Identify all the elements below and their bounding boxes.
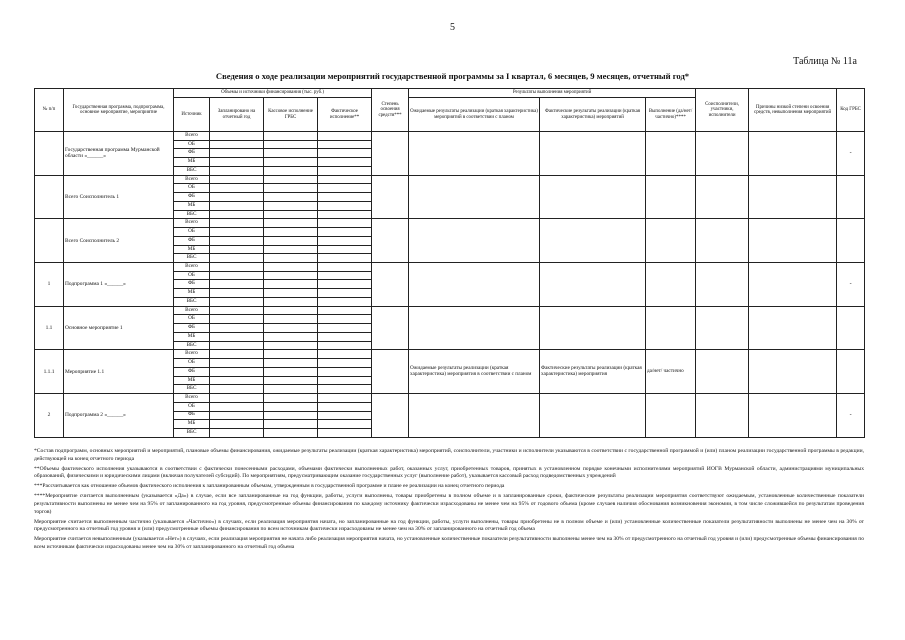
source-label: ОБ — [174, 402, 210, 411]
coexecutors-cell — [696, 132, 749, 176]
table-number: Таблица № 11а — [793, 56, 857, 67]
source-label: ФБ — [174, 367, 210, 376]
table-row — [35, 394, 865, 403]
actual-cell — [318, 359, 372, 368]
actual-cell — [318, 132, 372, 141]
expected-results-cell — [409, 175, 540, 219]
row-number — [35, 132, 64, 176]
source-label: ФБ — [174, 236, 210, 245]
execution-cell — [646, 175, 696, 219]
planned-cell — [210, 263, 264, 272]
source-label: ОБ — [174, 140, 210, 149]
actual-results-cell — [540, 219, 646, 263]
expected-results-cell — [409, 219, 540, 263]
actual-results-cell — [540, 306, 646, 350]
source-label: ФБ — [174, 149, 210, 158]
planned-cell — [210, 228, 264, 237]
cash-cell — [264, 201, 318, 210]
source-label: ОБ — [174, 271, 210, 280]
header-grbs-code: Код ГРБС — [837, 89, 865, 132]
planned-cell — [210, 411, 264, 420]
actual-cell — [318, 350, 372, 359]
grbs-code-cell — [837, 306, 865, 350]
actual-cell — [318, 411, 372, 420]
actual-cell — [318, 263, 372, 272]
planned-cell — [210, 428, 264, 437]
actual-cell — [318, 184, 372, 193]
cash-cell — [264, 376, 318, 385]
grbs-code-cell: - — [837, 263, 865, 307]
actual-cell — [318, 306, 372, 315]
planned-cell — [210, 297, 264, 306]
reasons-cell — [749, 306, 837, 350]
expected-results-cell — [409, 306, 540, 350]
source-label: Всего — [174, 306, 210, 315]
planned-cell — [210, 254, 264, 263]
actual-cell — [318, 149, 372, 158]
cash-cell — [264, 219, 318, 228]
row-name: Всего Соисполнитель 2 — [64, 219, 174, 263]
source-label: ОБ — [174, 359, 210, 368]
source-label: Всего — [174, 132, 210, 141]
footnote: **Объемы фактического исполнения указываются в соответствии с фактически понесенными расходами, объемами фактически выполненных работ, оказанных услуг, приобретенных товаров, принятых в установленном порядке конечными исполнителями мероприятий ИОГВ Мурманской области, администрациями муниципальных образований, физическими и юридическими лицами (включая получателей субсидий). По мероприятиям, предусматривающим оказание государственных услуг (выполнение работ), указывается кассовый расход подведомственных учреждений — [34, 465, 864, 480]
source-label: ОБ — [174, 228, 210, 237]
source-label: ФБ — [174, 411, 210, 420]
cash-cell — [264, 411, 318, 420]
planned-cell — [210, 420, 264, 429]
planned-cell — [210, 219, 264, 228]
page-number: 5 — [450, 22, 455, 33]
source-label: МБ — [174, 420, 210, 429]
degree-cell — [372, 132, 409, 176]
header-cash: Кассовое исполнение ГРБС — [264, 98, 318, 132]
cash-cell — [264, 428, 318, 437]
source-label: Всего — [174, 175, 210, 184]
header-source: Источник — [174, 98, 210, 132]
source-label: МБ — [174, 376, 210, 385]
source-label: ВБС — [174, 210, 210, 219]
row-number — [35, 219, 64, 263]
cash-cell — [264, 324, 318, 333]
actual-cell — [318, 420, 372, 429]
grbs-code-cell — [837, 350, 865, 394]
actual-cell — [318, 175, 372, 184]
source-label: ФБ — [174, 193, 210, 202]
actual-cell — [318, 228, 372, 237]
cash-cell — [264, 132, 318, 141]
cash-cell — [264, 420, 318, 429]
cash-cell — [264, 140, 318, 149]
row-number: 1 — [35, 263, 64, 307]
source-label: МБ — [174, 245, 210, 254]
cash-cell — [264, 402, 318, 411]
row-name: Государственная программа Мурманской области «______» — [64, 132, 174, 176]
degree-cell — [372, 306, 409, 350]
footnote: Мероприятие считается невыполненным (указывается «Нет») в случаях, если реализация мероприятия не начата либо реализация мероприятия начата, но установленные количественные показатели результативности выполнены менее чем на 30% от предусмотренного на отчетный год уровня и (или) предусмотренные объемы финансирования по всем источникам фактически израсходованы менее чем на 30% от запланированного на отчетный год объема — [34, 536, 864, 551]
actual-cell — [318, 332, 372, 341]
header-execution: Выполнение (да/нет/частично)**** — [646, 98, 696, 132]
actual-cell — [318, 367, 372, 376]
grbs-code-cell: - — [837, 394, 865, 438]
planned-cell — [210, 341, 264, 350]
source-label: Всего — [174, 350, 210, 359]
execution-cell — [646, 263, 696, 307]
source-label: Всего — [174, 394, 210, 403]
source-label: ФБ — [174, 280, 210, 289]
cash-cell — [264, 228, 318, 237]
row-name: Подпрограмма 1 «______» — [64, 263, 174, 307]
cash-cell — [264, 341, 318, 350]
actual-cell — [318, 289, 372, 298]
row-number: 2 — [35, 394, 64, 438]
source-label: Всего — [174, 263, 210, 272]
degree-cell — [372, 394, 409, 438]
header-actual: Фактическое исполнение** — [318, 98, 372, 132]
execution-cell — [646, 394, 696, 438]
actual-cell — [318, 280, 372, 289]
execution-cell: да/нет/ частично — [646, 350, 696, 394]
table-row — [35, 175, 865, 184]
expected-results-cell — [409, 263, 540, 307]
actual-cell — [318, 193, 372, 202]
planned-cell — [210, 315, 264, 324]
planned-cell — [210, 332, 264, 341]
header-degree: Степень освоения средств*** — [372, 89, 409, 132]
source-label: ВБС — [174, 385, 210, 394]
row-name: Всего Соисполнитель 1 — [64, 175, 174, 219]
planned-cell — [210, 306, 264, 315]
execution-cell — [646, 219, 696, 263]
row-name: Мероприятие 1.1 — [64, 350, 174, 394]
source-label: ОБ — [174, 184, 210, 193]
cash-cell — [264, 306, 318, 315]
coexecutors-cell — [696, 394, 749, 438]
actual-cell — [318, 315, 372, 324]
source-label: ФБ — [174, 324, 210, 333]
cash-cell — [264, 350, 318, 359]
cash-cell — [264, 184, 318, 193]
cash-cell — [264, 166, 318, 175]
actual-cell — [318, 402, 372, 411]
planned-cell — [210, 236, 264, 245]
cash-cell — [264, 280, 318, 289]
cash-cell — [264, 297, 318, 306]
actual-cell — [318, 236, 372, 245]
planned-cell — [210, 149, 264, 158]
cash-cell — [264, 359, 318, 368]
execution-cell — [646, 132, 696, 176]
degree-cell — [372, 219, 409, 263]
actual-cell — [318, 140, 372, 149]
planned-cell — [210, 359, 264, 368]
cash-cell — [264, 193, 318, 202]
expected-results-cell — [409, 132, 540, 176]
cash-cell — [264, 271, 318, 280]
expected-results-cell — [409, 394, 540, 438]
planned-cell — [210, 376, 264, 385]
reasons-cell — [749, 219, 837, 263]
header-num: № п/п — [35, 89, 64, 132]
actual-cell — [318, 341, 372, 350]
header-planned: Запланировано на отчетный год — [210, 98, 264, 132]
planned-cell — [210, 402, 264, 411]
table-row — [35, 263, 865, 272]
actual-cell — [318, 271, 372, 280]
header-expected: Ожидаемые результаты реализации (краткая характеристика) мероприятий в соответствии с планом — [409, 98, 540, 132]
expected-results-cell: Ожидаемые результаты реализации (краткая характеристика) мероприятия в соответствии с планом — [409, 350, 540, 394]
source-label: ВБС — [174, 341, 210, 350]
footnote: ****Мероприятие считается выполненным (указывается «Да») в случае, если все запланированные на год функции, работы, услуги выполнены, товары приобретены в полном объеме и в запланированные сроки, фактические результаты реализации мероприятия соответствуют ожидаемым, установленные количественные показатели результативности выполнены не менее чем на 95% от запланированного на год уровня, предусмотренные объемы финансирования по каждому источнику фактически израсходованы не менее чем на 95% от годового объема (кроме случаев наличия обоснования возникновения экономии, в том числе сложившейся по результатам проведения торгов) — [34, 493, 864, 515]
planned-cell — [210, 245, 264, 254]
planned-cell — [210, 271, 264, 280]
table-row — [35, 219, 865, 228]
actual-cell — [318, 254, 372, 263]
source-label: ВБС — [174, 166, 210, 175]
actual-cell — [318, 394, 372, 403]
cash-cell — [264, 332, 318, 341]
actual-cell — [318, 324, 372, 333]
actual-cell — [318, 376, 372, 385]
cash-cell — [264, 394, 318, 403]
actual-results-cell: Фактические результаты реализации (краткая характеристика) мероприятия — [540, 350, 646, 394]
reasons-cell — [749, 263, 837, 307]
actual-cell — [318, 166, 372, 175]
actual-results-cell — [540, 263, 646, 307]
actual-results-cell — [540, 175, 646, 219]
row-name: Основное мероприятие 1 — [64, 306, 174, 350]
cash-cell — [264, 149, 318, 158]
footnote: *Состав подпрограмм, основных мероприятий и мероприятий, плановые объемы финансирования, ожидаемые результаты реализации (краткая характеристика) мероприятий, соисполнители, участники и исполнители указываются в соответствии с государственной программой и (или) планом реализации государственной программы в редакции, действующей на конец отчетного периода — [34, 448, 864, 462]
row-number: 1.1 — [35, 306, 64, 350]
source-label: МБ — [174, 332, 210, 341]
planned-cell — [210, 385, 264, 394]
reasons-cell — [749, 350, 837, 394]
coexecutors-cell — [696, 175, 749, 219]
actual-cell — [318, 158, 372, 167]
planned-cell — [210, 289, 264, 298]
reasons-cell — [749, 132, 837, 176]
planned-cell — [210, 394, 264, 403]
planned-cell — [210, 201, 264, 210]
source-label: МБ — [174, 201, 210, 210]
degree-cell — [372, 175, 409, 219]
source-label: МБ — [174, 158, 210, 167]
header-financing: Объемы и источники финансирования (тыс. руб.) — [174, 89, 372, 98]
cash-cell — [264, 263, 318, 272]
coexecutors-cell — [696, 306, 749, 350]
planned-cell — [210, 193, 264, 202]
header-actual-results: Фактические результаты реализации (краткая характеристика) мероприятий — [540, 98, 646, 132]
cash-cell — [264, 158, 318, 167]
cash-cell — [264, 385, 318, 394]
reasons-cell — [749, 394, 837, 438]
coexecutors-cell — [696, 350, 749, 394]
header-program: Государственная программа, подпрограмма, основное мероприятие, мероприятие — [64, 89, 174, 132]
grbs-code-cell — [837, 175, 865, 219]
cash-cell — [264, 254, 318, 263]
planned-cell — [210, 280, 264, 289]
actual-cell — [318, 201, 372, 210]
cash-cell — [264, 245, 318, 254]
cash-cell — [264, 367, 318, 376]
degree-cell — [372, 350, 409, 394]
footnote: Мероприятие считается выполненным частично (указывается «Частично») в случаях, если реализация мероприятия начата, но запланированные на год функции, работы, услуги выполнены, товары приобретены не в полном объеме и (или) установленные количественные показатели результативности выполнены не менее чем на 30% от предусмотренного на отчетный год уровня и (или) предусмотренные объемы финансирования по всем источникам фактически израсходованы не менее чем на 30% от запланированного на отчетный год объема — [34, 518, 864, 533]
cash-cell — [264, 315, 318, 324]
footnotes — [34, 448, 864, 554]
source-label: ВБС — [174, 428, 210, 437]
planned-cell — [210, 140, 264, 149]
actual-results-cell — [540, 394, 646, 438]
cash-cell — [264, 289, 318, 298]
source-label: Всего — [174, 219, 210, 228]
actual-cell — [318, 428, 372, 437]
row-number: 1.1.1 — [35, 350, 64, 394]
source-label: ОБ — [174, 315, 210, 324]
actual-cell — [318, 219, 372, 228]
degree-cell — [372, 263, 409, 307]
planned-cell — [210, 175, 264, 184]
reasons-cell — [749, 175, 837, 219]
source-label: МБ — [174, 289, 210, 298]
header-results: Результаты выполнения мероприятий — [409, 89, 696, 98]
header-reasons: Причины низкой степени освоения средств, невыполнения мероприятий — [749, 89, 837, 132]
table-row — [35, 132, 865, 141]
planned-cell — [210, 158, 264, 167]
actual-results-cell — [540, 132, 646, 176]
cash-cell — [264, 210, 318, 219]
planned-cell — [210, 132, 264, 141]
planned-cell — [210, 367, 264, 376]
planned-cell — [210, 184, 264, 193]
actual-cell — [318, 210, 372, 219]
actual-cell — [318, 385, 372, 394]
report-table — [34, 88, 865, 438]
actual-cell — [318, 297, 372, 306]
grbs-code-cell — [837, 219, 865, 263]
document-title: Сведения о ходе реализации мероприятий государственной программы за I квартал, 6 месяцев, 9 месяцев, отчетный год* — [215, 71, 690, 81]
coexecutors-cell — [696, 219, 749, 263]
row-number — [35, 175, 64, 219]
planned-cell — [210, 350, 264, 359]
grbs-code-cell: - — [837, 132, 865, 176]
planned-cell — [210, 166, 264, 175]
table-row — [35, 306, 865, 315]
coexecutors-cell — [696, 263, 749, 307]
cash-cell — [264, 236, 318, 245]
planned-cell — [210, 210, 264, 219]
source-label: ВБС — [174, 254, 210, 263]
actual-cell — [318, 245, 372, 254]
table-row — [35, 350, 865, 359]
header-coexecutors: Соисполнители, участники, исполнители — [696, 89, 749, 132]
source-label: ВБС — [174, 297, 210, 306]
footnote: ***Рассчитывается как отношение объемов фактического исполнения к запланированным объемам, утвержденным в государственной программе и плане ее реализации на конец отчетного периода — [34, 483, 505, 490]
cash-cell — [264, 175, 318, 184]
planned-cell — [210, 324, 264, 333]
row-name: Подпрограмма 2 «______» — [64, 394, 174, 438]
execution-cell — [646, 306, 696, 350]
